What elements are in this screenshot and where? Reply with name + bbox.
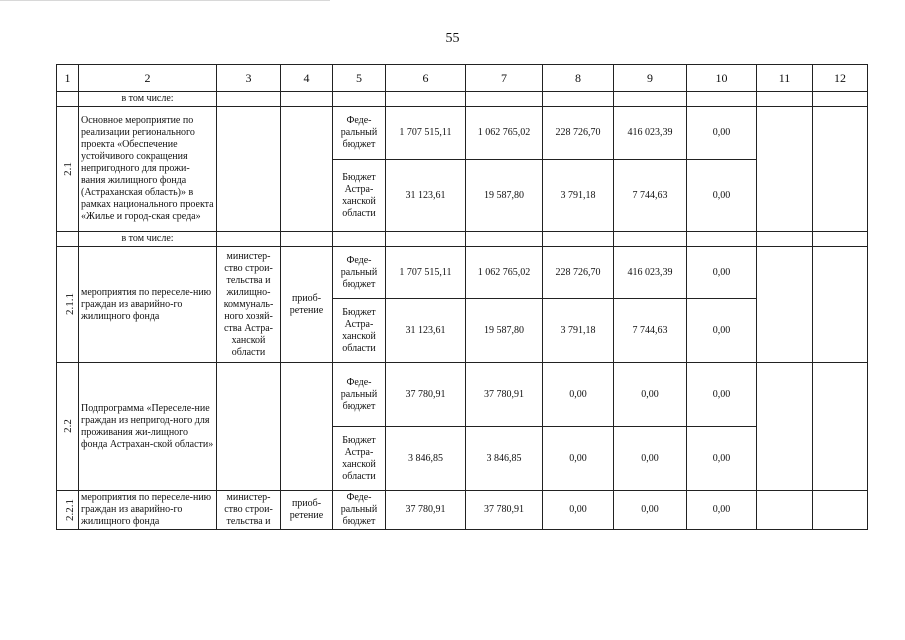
row-code: 2.1 — [61, 161, 74, 176]
value-cell: 0,00 — [687, 107, 757, 160]
value-cell: 1 062 765,02 — [466, 247, 543, 299]
row-executor: министер-ство строи-тельства и жилищно-коммуналь-ного хозяй-ства Астра-ханской области — [217, 247, 281, 363]
value-cell: 0,00 — [543, 363, 614, 427]
value-cell: 19 587,80 — [466, 160, 543, 232]
value-cell: 0,00 — [614, 363, 687, 427]
value-cell: 0,00 — [687, 363, 757, 427]
value-cell: 228 726,70 — [543, 107, 614, 160]
row-code: 2.2 — [61, 419, 74, 433]
header-cell: 12 — [813, 65, 868, 92]
value-cell: 37 780,91 — [386, 363, 466, 427]
scan-edge-line — [0, 0, 330, 1]
value-cell: 416 023,39 — [614, 247, 687, 299]
source-federal: Феде- ральный бюджет — [333, 491, 386, 530]
value-cell: 0,00 — [687, 247, 757, 299]
value-cell: 0,00 — [687, 299, 757, 363]
value-cell: 37 780,91 — [466, 491, 543, 530]
value-cell: 0,00 — [687, 427, 757, 491]
header-cell: 6 — [386, 65, 466, 92]
header-cell: 5 — [333, 65, 386, 92]
value-cell: 31 123,61 — [386, 299, 466, 363]
row-executor: министер-ство строи-тельства и — [217, 491, 281, 530]
value-cell: 3 846,85 — [386, 427, 466, 491]
subheader-row — [57, 92, 868, 107]
value-cell: 1 707 515,11 — [386, 107, 466, 160]
value-cell: 416 023,39 — [614, 107, 687, 160]
table-row — [57, 247, 868, 299]
value-cell: 7 744,63 — [614, 160, 687, 232]
header-cell: 1 — [57, 65, 79, 92]
row-name: мероприятия по переселе-нию граждан из аварийно-го жилищного фонда — [79, 491, 217, 530]
header-cell: 7 — [466, 65, 543, 92]
source-regional: Бюджет Астра- ханской области — [333, 160, 386, 232]
value-cell: 3 791,18 — [543, 160, 614, 232]
value-cell: 1 062 765,02 — [466, 107, 543, 160]
value-cell: 0,00 — [687, 491, 757, 530]
value-cell: 19 587,80 — [466, 299, 543, 363]
page-number: 55 — [445, 31, 460, 46]
budget-table — [56, 64, 868, 530]
in-number-label: в том числе: — [79, 92, 217, 107]
header-cell: 8 — [543, 65, 614, 92]
source-federal: Феде- ральный бюджет — [333, 363, 386, 427]
value-cell: 3 846,85 — [466, 427, 543, 491]
header-cell: 10 — [687, 65, 757, 92]
value-cell: 37 780,91 — [466, 363, 543, 427]
row-executor — [217, 107, 281, 232]
value-cell: 228 726,70 — [543, 247, 614, 299]
row-type: приоб-ретение — [281, 247, 333, 363]
in-number-label: в том числе: — [79, 232, 217, 247]
source-federal: Феде- ральный бюджет — [333, 247, 386, 299]
table-row — [57, 107, 868, 160]
value-cell: 37 780,91 — [386, 491, 466, 530]
header-cell: 11 — [757, 65, 813, 92]
value-cell: 0,00 — [687, 160, 757, 232]
value-cell: 0,00 — [614, 491, 687, 530]
row-type — [281, 107, 333, 232]
value-cell: 3 791,18 — [543, 299, 614, 363]
row-name: Основное мероприятие по реализации регионального проекта «Обеспечение устойчивого сокращения непригодного для прожи-вания жилищного фонда (Астраханская область)» в рамках национального проекта «Жилье и город-ская среда» — [79, 107, 217, 232]
row-executor — [217, 363, 281, 491]
table-header-row — [57, 65, 868, 92]
row-name: Подпрограмма «Переселе-ние граждан из непригод-ного для проживания жи-лищного фонда Астрахан-ской области» — [79, 363, 217, 491]
value-cell: 1 707 515,11 — [386, 247, 466, 299]
header-cell: 2 — [79, 65, 217, 92]
value-cell: 0,00 — [543, 491, 614, 530]
header-cell: 9 — [614, 65, 687, 92]
table-row — [57, 491, 868, 530]
source-regional: Бюджет Астра- ханской области — [333, 299, 386, 363]
row-type: приоб-ретение — [281, 491, 333, 530]
row-code: 2.2.1 — [64, 498, 76, 521]
header-cell: 4 — [281, 65, 333, 92]
row-code: 2.1.1 — [64, 293, 76, 315]
value-cell: 7 744,63 — [614, 299, 687, 363]
value-cell: 31 123,61 — [386, 160, 466, 232]
row-type — [281, 363, 333, 491]
value-cell: 0,00 — [543, 427, 614, 491]
source-regional: Бюджет Астра- ханской области — [333, 427, 386, 491]
row-name: мероприятия по переселе-нию граждан из аварийно-го жилищного фонда — [79, 247, 217, 363]
value-cell: 0,00 — [614, 427, 687, 491]
table-row — [57, 363, 868, 427]
source-federal: Феде- ральный бюджет — [333, 107, 386, 160]
header-cell: 3 — [217, 65, 281, 92]
subheader-row — [57, 232, 868, 247]
